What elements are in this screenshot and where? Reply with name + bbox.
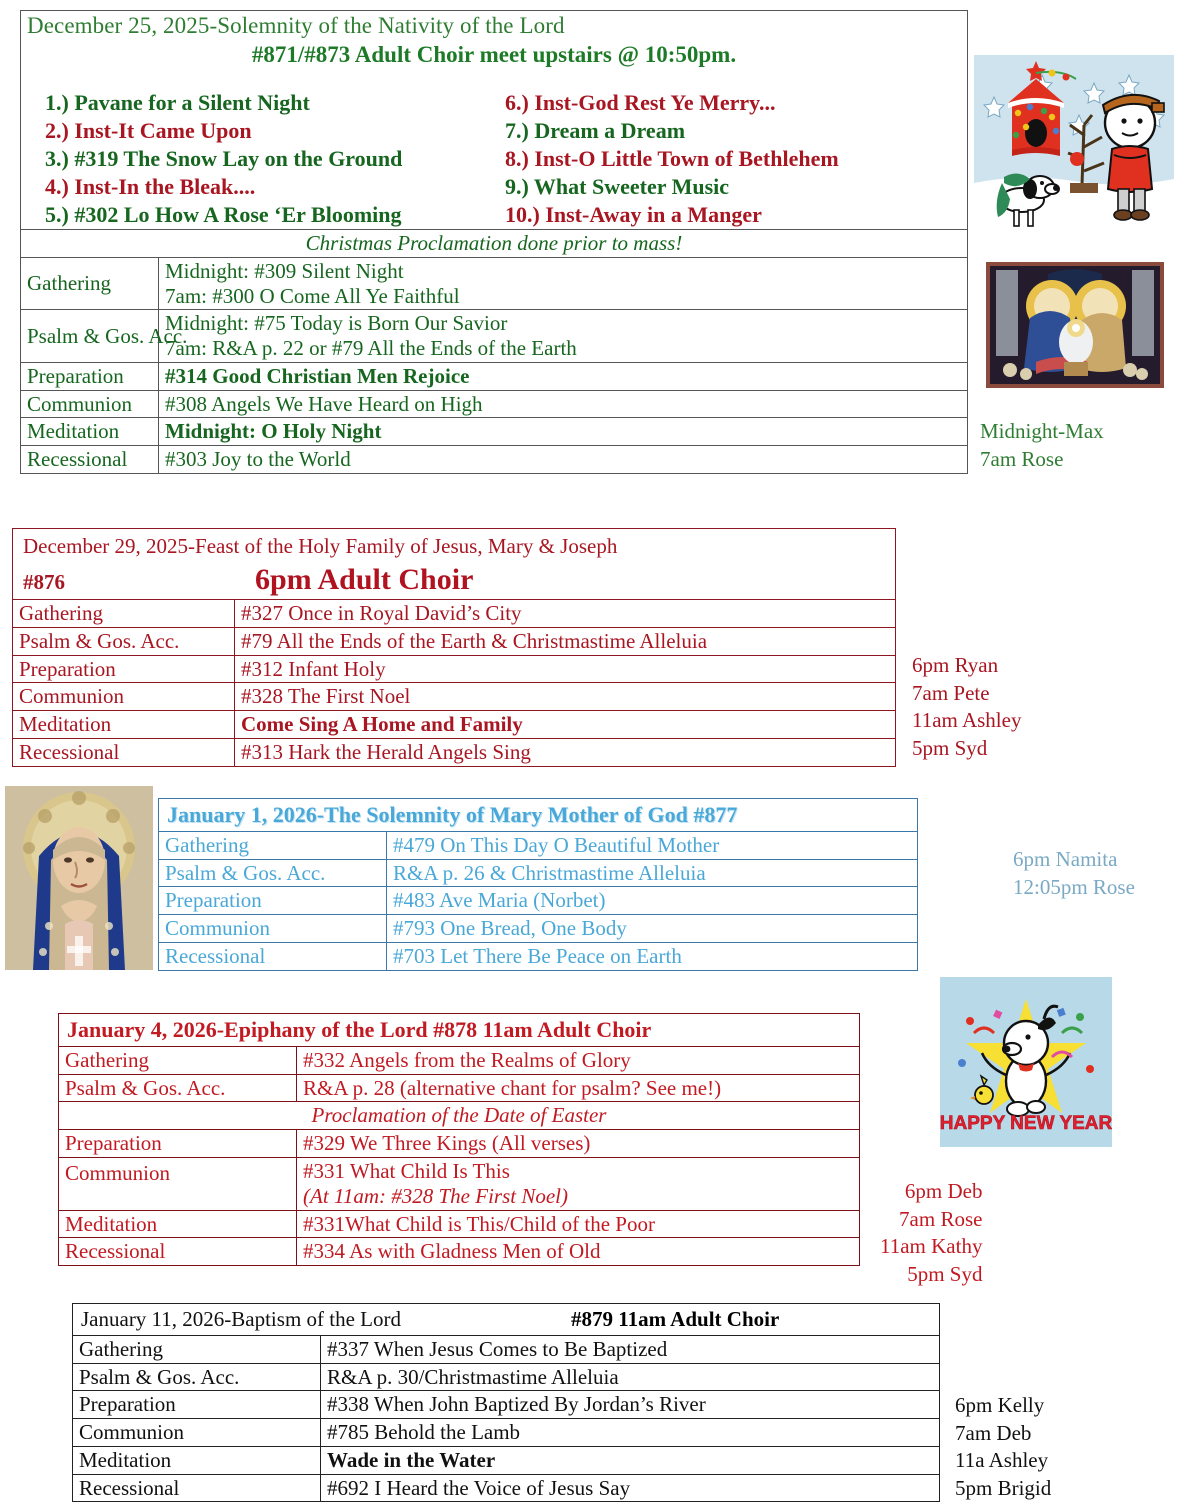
table-row xyxy=(73,1446,940,1474)
table-row xyxy=(13,738,896,766)
snoopy-caption-text: HAPPY NEW YEAR xyxy=(940,1113,1112,1134)
row-label-psalm: Psalm & Gos. Acc. xyxy=(13,627,235,655)
table-row xyxy=(73,1419,940,1447)
christmas-section xyxy=(20,10,968,474)
row-label-preparation: Preparation xyxy=(159,887,387,915)
cantor-note: 11a Ashley xyxy=(955,1448,1049,1473)
row-label-recessional: Recessional xyxy=(13,738,235,766)
row-value-psalm: R&A p. 30/Christmastime Alleluia xyxy=(321,1363,940,1391)
row-value-recessional: #313 Hark the Herald Angels Sing xyxy=(235,738,896,766)
table-row xyxy=(21,446,968,474)
row-value-psalm xyxy=(159,310,968,363)
table-row xyxy=(159,831,918,859)
row-value-communion: #328 The First Noel xyxy=(235,683,896,711)
row-label-meditation: Meditation xyxy=(59,1210,297,1238)
baptism-cantor-notes xyxy=(955,1392,1051,1503)
charlie-brown-christmas-image xyxy=(974,55,1174,245)
table-row xyxy=(13,655,896,683)
cantor-note: 5pm Syd xyxy=(907,1262,983,1287)
table-row xyxy=(59,1130,860,1158)
christmas-proclamation: Christmas Proclamation done prior to mass! xyxy=(21,230,968,258)
table-row xyxy=(59,1238,860,1266)
row-label-meditation: Meditation xyxy=(73,1446,321,1474)
table-row xyxy=(21,310,968,363)
row-value-preparation: #314 Good Christian Men Rejoice xyxy=(159,362,968,390)
row-label-communion: Communion xyxy=(59,1158,297,1211)
row-value-psalm: R&A p. 28 (alternative chant for psalm? See me!) xyxy=(297,1074,860,1102)
anthem-item-5: 5.) #302 Lo How A Rose ‘Er Blooming xyxy=(45,202,402,228)
row-label-gathering: Gathering xyxy=(59,1046,297,1074)
row-value-communion: #793 One Bread, One Body xyxy=(387,915,918,943)
row-label-preparation: Preparation xyxy=(13,655,235,683)
row-label-psalm: Psalm & Gos. Acc. xyxy=(159,859,387,887)
cantor-note: 7am Rose xyxy=(980,446,1064,471)
row-value-recessional: #303 Joy to the World xyxy=(159,446,968,474)
baptism-header-row xyxy=(73,1304,940,1336)
holy-family-date-title: December 29, 2025-Feast of the Holy Family of Jesus, Mary & Joseph xyxy=(23,534,618,558)
mary-header-row xyxy=(159,799,918,832)
row-label-psalm: Psalm & Gos. Acc. xyxy=(21,310,159,363)
cantor-note: 12:05pm Rose xyxy=(1013,874,1135,899)
row-value-line1: Midnight: #309 Silent Night xyxy=(165,258,404,283)
row-label-communion: Communion xyxy=(159,915,387,943)
row-value-line1: Midnight: #75 Today is Born Our Savior xyxy=(165,311,508,336)
epiphany-table xyxy=(58,1013,860,1266)
row-value-preparation: #483 Ave Maria (Norbet) xyxy=(387,887,918,915)
baptism-header xyxy=(81,1307,931,1332)
holy-family-table xyxy=(12,528,896,767)
christmas-proclamation-row xyxy=(21,230,968,258)
mary-mother-of-god-section xyxy=(158,798,918,971)
table-row xyxy=(159,887,918,915)
anthem-item-1: 1.) Pavane for a Silent Night xyxy=(45,90,310,116)
cantor-note: 7am Rose xyxy=(899,1206,983,1231)
anthem-item-4: 4.) Inst-In the Bleak.... xyxy=(45,174,256,200)
row-value-recessional: #334 As with Gladness Men of Old xyxy=(297,1238,860,1266)
table-row xyxy=(21,362,968,390)
holy-family-header-row xyxy=(13,529,896,600)
row-value-gathering: #332 Angels from the Realms of Glory xyxy=(297,1046,860,1074)
baptism-choir-note: #879 11am Adult Choir xyxy=(571,1307,780,1331)
christmas-anthem-list xyxy=(27,90,961,228)
row-value-meditation: Midnight: O Holy Night xyxy=(159,418,968,446)
cantor-note: Midnight-Max xyxy=(980,419,1104,443)
holy-family-choir-note: 6pm Adult Choir xyxy=(255,562,474,596)
holy-family-number: #876 xyxy=(23,569,65,594)
anthem-item-6: 6.) Inst-God Rest Ye Merry... xyxy=(505,90,776,116)
anthem-item-9: 9.) What Sweeter Music xyxy=(505,174,730,200)
row-value-communion: #308 Angels We Have Heard on High xyxy=(159,390,968,418)
table-row xyxy=(59,1210,860,1238)
cantor-note: 6pm Deb xyxy=(904,1179,983,1203)
christmas-cantor-notes xyxy=(980,418,1104,473)
christmas-header-cell xyxy=(21,11,968,230)
table-row xyxy=(73,1363,940,1391)
row-value-preparation: #329 We Three Kings (All verses) xyxy=(297,1130,860,1158)
row-value-preparation: #312 Infant Holy xyxy=(235,655,896,683)
holy-family-header-cell xyxy=(13,529,896,600)
mary-cantor-notes xyxy=(1013,846,1135,901)
nativity-icon-image xyxy=(986,262,1164,388)
table-row xyxy=(59,1158,860,1211)
row-value-gathering xyxy=(159,257,968,310)
table-row xyxy=(21,390,968,418)
table-row xyxy=(21,418,968,446)
row-value-gathering: #337 When Jesus Comes to Be Baptized xyxy=(321,1335,940,1363)
table-row xyxy=(159,915,918,943)
epiphany-proclamation-row xyxy=(59,1102,860,1130)
snoopy-happy-new-year-image xyxy=(940,977,1112,1147)
row-value-gathering: #327 Once in Royal David’s City xyxy=(235,600,896,628)
row-label-preparation: Preparation xyxy=(73,1391,321,1419)
row-label-communion: Communion xyxy=(73,1419,321,1447)
table-row xyxy=(13,711,896,739)
christmas-table xyxy=(20,10,968,474)
row-value-gathering: #479 On This Day O Beautiful Mother xyxy=(387,831,918,859)
table-row xyxy=(73,1391,940,1419)
virgin-mary-icon-image xyxy=(5,786,153,970)
table-row xyxy=(159,943,918,971)
row-label-meditation: Meditation xyxy=(21,418,159,446)
row-label-psalm: Psalm & Gos. Acc. xyxy=(59,1074,297,1102)
cantor-note: 6pm Namita xyxy=(1013,847,1118,871)
table-row xyxy=(13,683,896,711)
row-value-recessional: #692 I Heard the Voice of Jesus Say xyxy=(321,1474,940,1502)
row-label-recessional: Recessional xyxy=(73,1474,321,1502)
anthem-item-3: 3.) #319 The Snow Lay on the Ground xyxy=(45,146,403,172)
holy-family-section xyxy=(12,528,896,767)
mary-table xyxy=(158,798,918,971)
row-value-line2: 7am: #300 O Come All Ye Faithful xyxy=(165,283,460,308)
cantor-note: 6pm Kelly xyxy=(955,1393,1045,1417)
christmas-header-row xyxy=(21,11,968,230)
baptism-section xyxy=(72,1303,940,1502)
christmas-date-title: December 25, 2025-Solemnity of the Nativity of the Lord xyxy=(27,13,565,38)
row-value-meditation: Come Sing A Home and Family xyxy=(235,711,896,739)
row-value-communion xyxy=(297,1158,860,1211)
table-row xyxy=(59,1074,860,1102)
row-label-communion: Communion xyxy=(21,390,159,418)
row-label-communion: Communion xyxy=(13,683,235,711)
row-value-preparation: #338 When John Baptized By Jordan’s River xyxy=(321,1391,940,1419)
row-value-meditation: #331What Child is This/Child of the Poor xyxy=(297,1210,860,1238)
anthem-item-7: 7.) Dream a Dream xyxy=(505,118,686,144)
baptism-header-cell xyxy=(73,1304,940,1336)
table-row xyxy=(21,257,968,310)
baptism-table xyxy=(72,1303,940,1502)
epiphany-cantor-notes xyxy=(880,1178,982,1289)
row-label-recessional: Recessional xyxy=(21,446,159,474)
table-row xyxy=(159,859,918,887)
row-value-line2: (At 11am: #328 The First Noel) xyxy=(303,1183,569,1208)
row-label-gathering: Gathering xyxy=(159,831,387,859)
row-label-gathering: Gathering xyxy=(73,1335,321,1363)
row-value-recessional: #703 Let There Be Peace on Earth xyxy=(387,943,918,971)
row-label-preparation: Preparation xyxy=(59,1130,297,1158)
row-label-recessional: Recessional xyxy=(159,943,387,971)
row-value-meditation: Wade in the Water xyxy=(321,1446,940,1474)
baptism-date-title: January 11, 2026-Baptism of the Lord xyxy=(81,1307,401,1331)
epiphany-section xyxy=(58,1013,860,1266)
row-label-psalm: Psalm & Gos. Acc. xyxy=(73,1363,321,1391)
row-label-recessional: Recessional xyxy=(59,1238,297,1266)
row-label-gathering: Gathering xyxy=(13,600,235,628)
mary-header: January 1, 2026-The Solemnity of Mary Mother of God #877 xyxy=(159,799,918,832)
epiphany-proclamation: Proclamation of the Date of Easter xyxy=(59,1102,860,1130)
christmas-choir-note: #871/#873 Adult Choir meet upstairs @ 10:50pm. xyxy=(251,42,737,68)
row-label-meditation: Meditation xyxy=(13,711,235,739)
epiphany-header-row xyxy=(59,1014,860,1047)
cantor-note: 11am Ashley xyxy=(912,708,1022,733)
anthem-item-8: 8.) Inst-O Little Town of Bethlehem xyxy=(505,146,839,172)
row-value-psalm: #79 All the Ends of the Earth & Christmastime Alleluia xyxy=(235,627,896,655)
cantor-note: 11am Kathy xyxy=(880,1234,983,1259)
cantor-note: 5pm Brigid xyxy=(955,1476,1052,1501)
anthem-item-10: 10.) Inst-Away in a Manger xyxy=(505,202,762,228)
epiphany-header: January 4, 2026-Epiphany of the Lord #878 11am Adult Choir xyxy=(59,1014,860,1047)
row-value-psalm: R&A p. 26 & Christmastime Alleluia xyxy=(387,859,918,887)
cantor-note: 6pm Ryan xyxy=(912,653,999,677)
table-row xyxy=(13,600,896,628)
holy-family-cantor-notes xyxy=(912,652,1021,763)
row-value-communion: #785 Behold the Lamb xyxy=(321,1419,940,1447)
table-row xyxy=(73,1474,940,1502)
row-label-gathering: Gathering xyxy=(21,257,159,310)
cantor-note: 7am Deb xyxy=(955,1420,1032,1445)
anthem-item-2: 2.) Inst-It Came Upon xyxy=(45,118,252,144)
row-value-line2: 7am: R&A p. 22 or #79 All the Ends of the Earth xyxy=(165,336,577,361)
table-row xyxy=(59,1046,860,1074)
cantor-note: 5pm Syd xyxy=(912,736,988,761)
row-value-line1: #331 What Child Is This xyxy=(303,1159,510,1184)
holy-family-subheader xyxy=(23,562,885,597)
row-label-preparation: Preparation xyxy=(21,362,159,390)
table-row xyxy=(73,1335,940,1363)
table-row xyxy=(13,627,896,655)
cantor-note: 7am Pete xyxy=(912,680,990,705)
